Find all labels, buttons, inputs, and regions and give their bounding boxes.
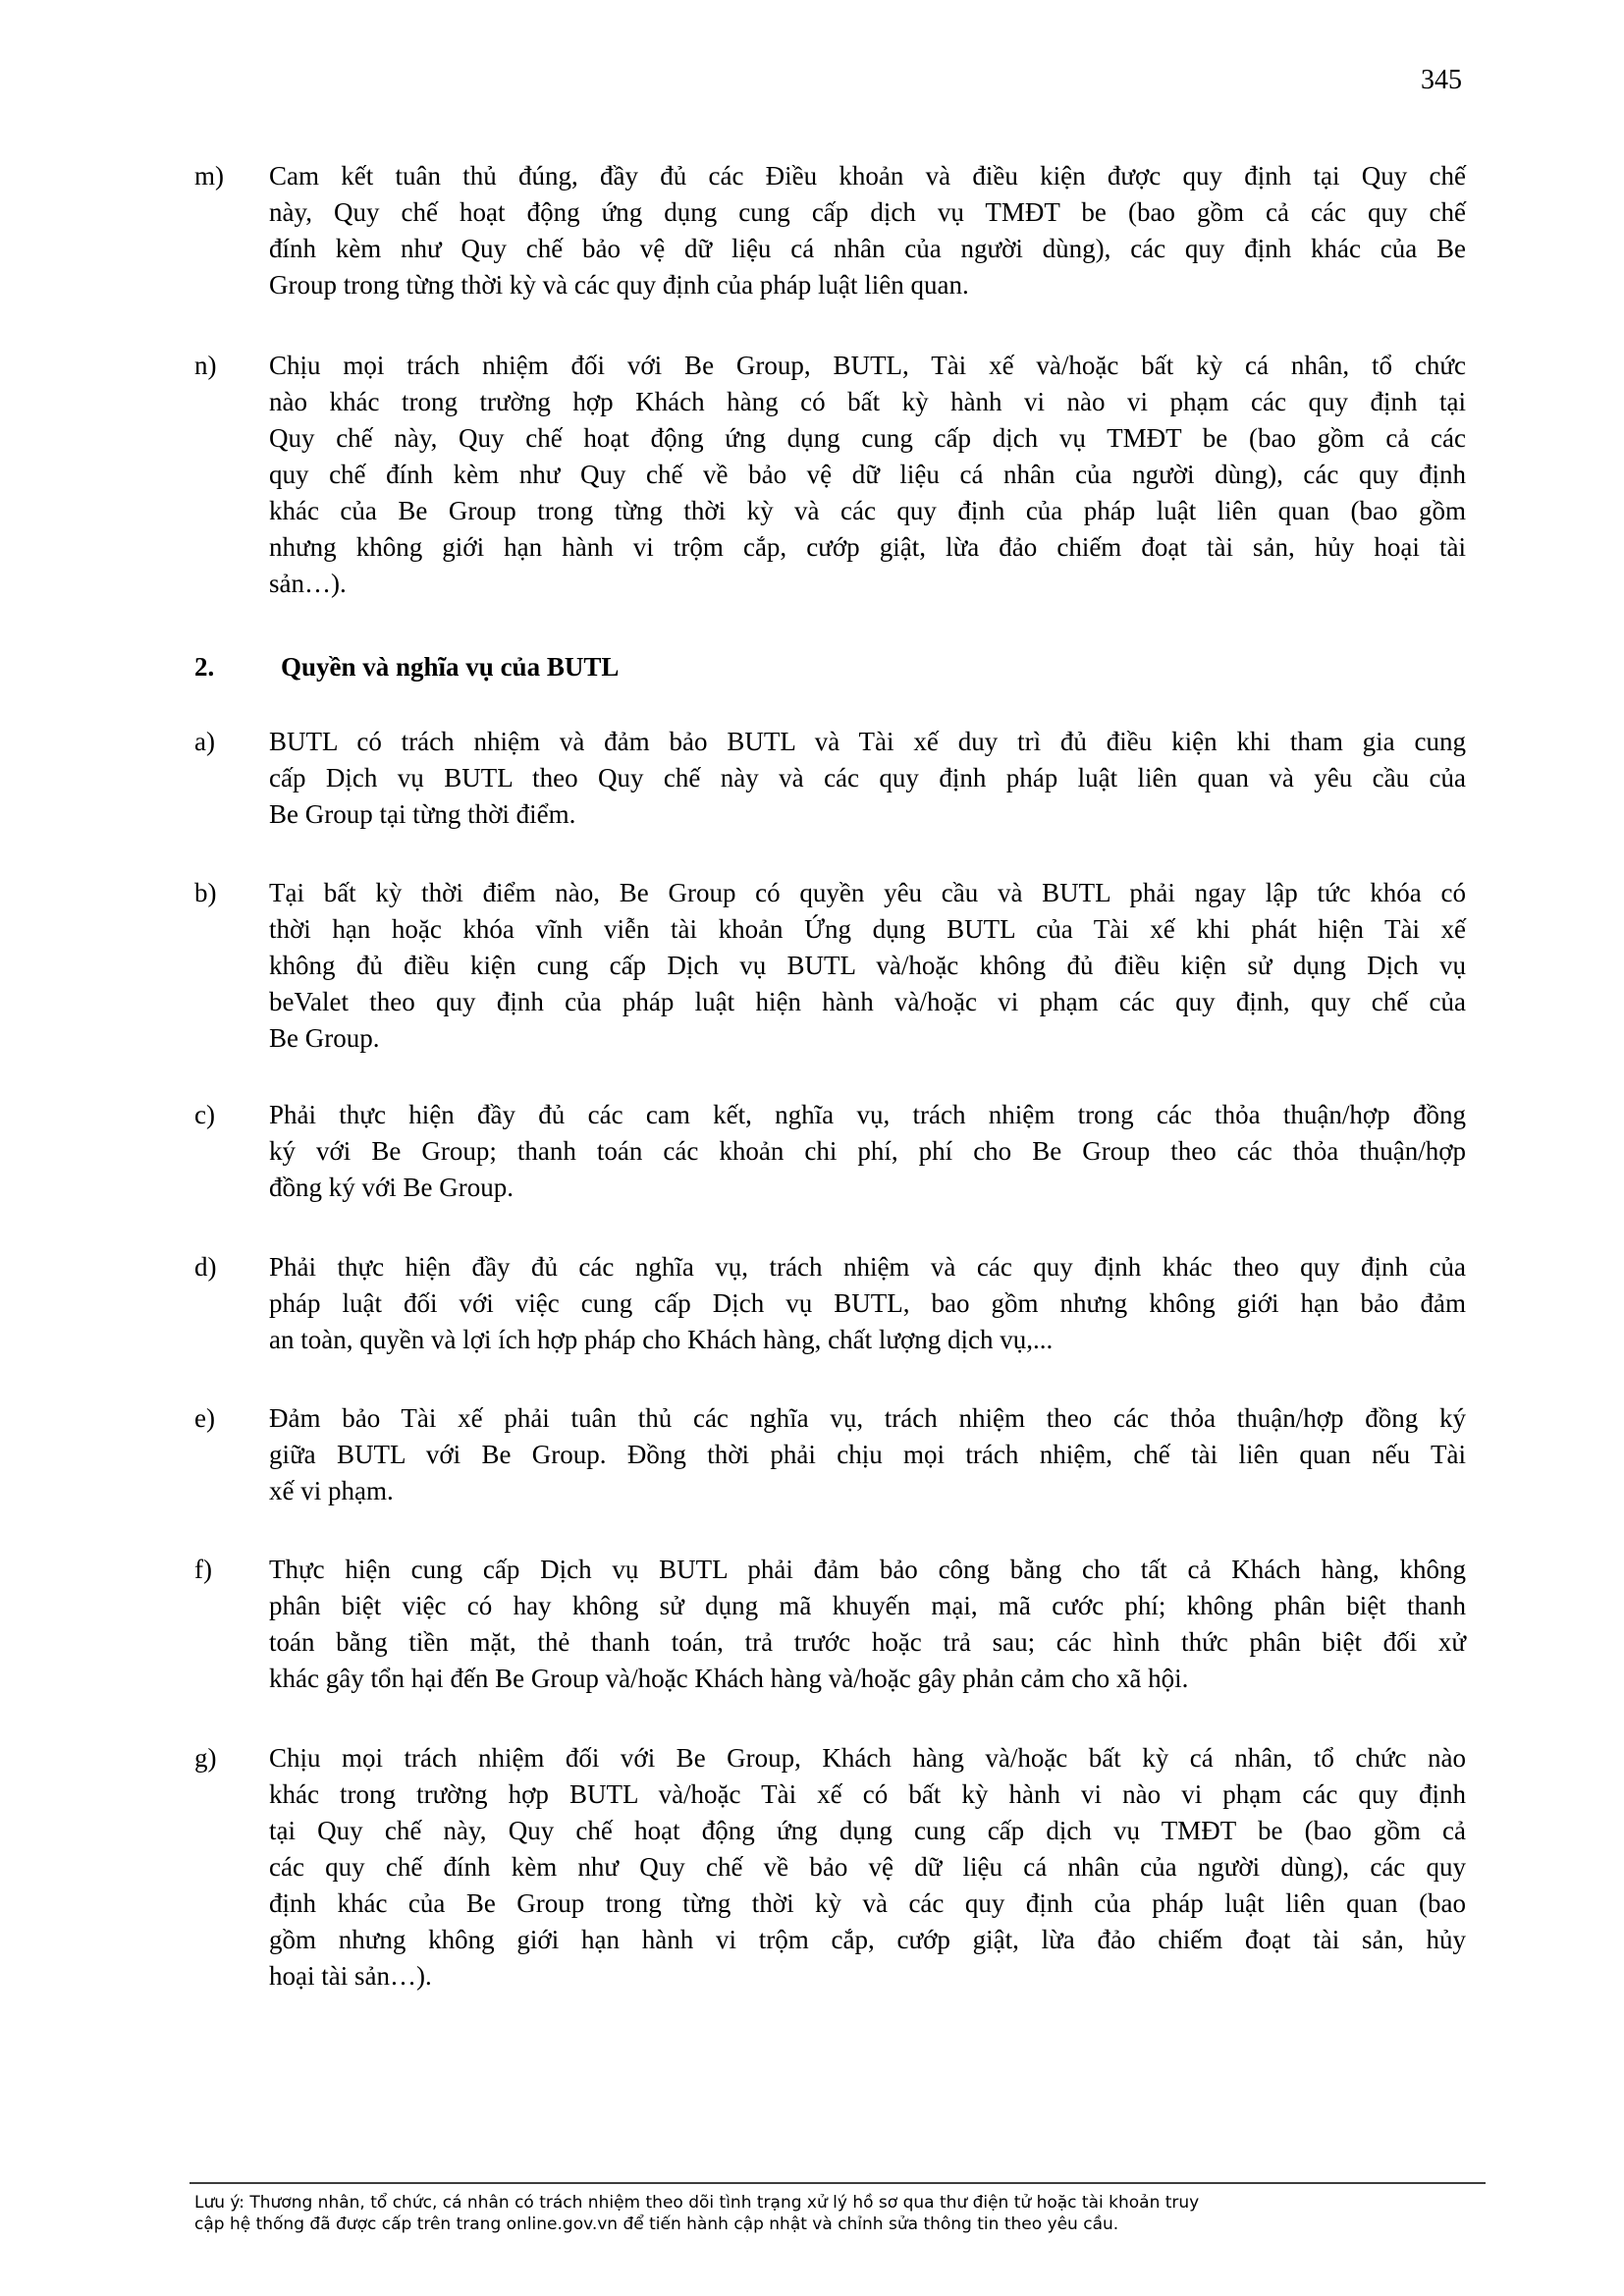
list-item-label: d) [194,1252,217,1282]
list-item-text [269,1740,1466,1995]
text-line: sản…). [269,569,347,598]
text-line: tại Quy chế này, Quy chế hoạt động ứng dụng cung cấp dịch vụ TMĐT be (bao gồm cả [269,1816,1466,1845]
section-title: Quyền và nghĩa vụ của BUTL [281,652,620,682]
list-item-label: a) [194,727,215,756]
text-line: khác của Be Group trong từng thời kỳ và các quy định của pháp luật liên quan (bao gồm [269,496,1466,525]
text-line: quy chế đính kèm như Quy chế về bảo vệ dữ liệu cá nhân của người dùng), các quy định [269,460,1466,489]
footer-line: Lưu ý: Thương nhân, tổ chức, cá nhân có trách nhiệm theo dõi tình trạng xử lý hồ sơ qua thư điện tử hoặc tài khoản truy [194,2193,1200,2213]
text-line: Be Group tại từng thời điểm. [269,799,576,829]
list-item-label: e) [194,1403,215,1433]
text-line: BUTL có trách nhiệm và đảm bảo BUTL và Tài xế duy trì đủ điều kiện khi tham gia cung [269,727,1466,756]
text-line: Phải thực hiện đầy đủ các cam kết, nghĩa vụ, trách nhiệm trong các thỏa thuận/hợp đồng [269,1100,1466,1129]
text-line: cấp Dịch vụ BUTL theo Quy chế này và các quy định pháp luật liên quan và yêu cầu của [269,763,1466,793]
list-item-text [269,348,1466,602]
text-line: ký với Be Group; thanh toán các khoản chi phí, phí cho Be Group theo các thỏa thuận/hợp [269,1136,1466,1166]
list-item-label: n) [194,351,217,380]
list-item-text [269,1249,1466,1358]
page-number: 345 [1421,65,1462,95]
text-line: Thực hiện cung cấp Dịch vụ BUTL phải đảm bảo công bằng cho tất cả Khách hàng, không [269,1555,1466,1584]
text-line: Be Group. [269,1023,380,1053]
text-line: Phải thực hiện đầy đủ các nghĩa vụ, trách nhiệm và các quy định khác theo quy định của [269,1252,1466,1282]
text-line: nào khác trong trường hợp Khách hàng có bất kỳ hành vi nào vi phạm các quy định tại [269,387,1466,416]
text-line: này, Quy chế hoạt động ứng dụng cung cấp dịch vụ TMĐT be (bao gồm cả các quy chế [269,197,1466,227]
text-line: phân biệt việc có hay không sử dụng mã khuyến mại, mã cước phí; không phân biệt thanh [269,1591,1466,1620]
text-line: các quy chế đính kèm như Quy chế về bảo vệ dữ liệu cá nhân của người dùng), các quy [269,1852,1466,1882]
section-number: 2. [194,652,215,682]
text-line: nhưng không giới hạn hành vi trộm cắp, cướp giật, lừa đảo chiếm đoạt tài sản, hủy hoại tài [269,532,1466,562]
footer-divider [189,2182,1486,2184]
list-item-text [269,1552,1466,1697]
list-item-text [269,724,1466,833]
list-item-label: c) [194,1100,215,1129]
text-line: Cam kết tuân thủ đúng, đầy đủ các Điều khoản và điều kiện được quy định tại Quy chế [269,161,1466,191]
text-line: khác gây tổn hại đến Be Group và/hoặc Khách hàng và/hoặc gây phản cảm cho xã hội. [269,1664,1189,1693]
list-item-label: f) [194,1555,212,1584]
text-line: xế vi phạm. [269,1476,394,1505]
text-line: khác trong trường hợp BUTL và/hoặc Tài xế có bất kỳ hành vi nào vi phạm các quy định [269,1779,1466,1809]
text-line: an toàn, quyền và lợi ích hợp pháp cho Khách hàng, chất lượng dịch vụ,... [269,1325,1054,1354]
list-item-label: m) [194,161,224,191]
text-line: toán bằng tiền mặt, thẻ thanh toán, trả trước hoặc trả sau; các hình thức phân biệt đối xử [269,1627,1466,1657]
text-line: giữa BUTL với Be Group. Đồng thời phải chịu mọi trách nhiệm, chế tài liên quan nếu Tài [269,1440,1466,1469]
footer-line: cập hệ thống đã được cấp trên trang online.gov.vn để tiến hành cập nhật và chỉnh sửa thông tin theo yêu cầu. [194,2214,1119,2234]
text-line: thời hạn hoặc khóa vĩnh viễn tài khoản Ứng dụng BUTL của Tài xế khi phát hiện Tài xế [269,914,1466,944]
text-line: định khác của Be Group trong từng thời kỳ và các quy định của pháp luật liên quan (bao [269,1888,1466,1918]
list-item-text [269,1400,1466,1509]
text-line: Group trong từng thời kỳ và các quy định của pháp luật liên quan. [269,270,969,300]
text-line: gồm nhưng không giới hạn hành vi trộm cắp, cướp giật, lừa đảo chiếm đoạt tài sản, hủy [269,1925,1466,1954]
list-item-text [269,1097,1466,1206]
list-item-label: b) [194,878,217,907]
text-line: hoại tài sản…). [269,1961,432,1991]
text-line: Đảm bảo Tài xế phải tuân thủ các nghĩa vụ, trách nhiệm theo các thỏa thuận/hợp đồng ký [269,1403,1466,1433]
text-line: đồng ký với Be Group. [269,1173,514,1202]
text-line: beValet theo quy định của pháp luật hiện hành và/hoặc vi phạm các quy định, quy chế của [269,987,1466,1016]
footer-note [194,2192,1490,2235]
list-item-label: g) [194,1743,217,1773]
text-line: đính kèm như Quy chế bảo vệ dữ liệu cá nhân của người dùng), các quy định khác của Be [269,234,1466,263]
text-line: không đủ điều kiện cung cấp Dịch vụ BUTL và/hoặc không đủ điều kiện sử dụng Dịch vụ [269,951,1466,980]
text-line: pháp luật đối với việc cung cấp Dịch vụ BUTL, bao gồm nhưng không giới hạn bảo đảm [269,1288,1466,1318]
list-item-text [269,158,1466,303]
text-line: Quy chế này, Quy chế hoạt động ứng dụng cung cấp dịch vụ TMĐT be (bao gồm cả các [269,423,1466,453]
text-line: Tại bất kỳ thời điểm nào, Be Group có quyền yêu cầu và BUTL phải ngay lập tức khóa có [269,878,1466,907]
list-item-text [269,875,1466,1057]
text-line: Chịu mọi trách nhiệm đối với Be Group, BUTL, Tài xế và/hoặc bất kỳ cá nhân, tổ chức [269,351,1466,380]
text-line: Chịu mọi trách nhiệm đối với Be Group, Khách hàng và/hoặc bất kỳ cá nhân, tổ chức nào [269,1743,1466,1773]
